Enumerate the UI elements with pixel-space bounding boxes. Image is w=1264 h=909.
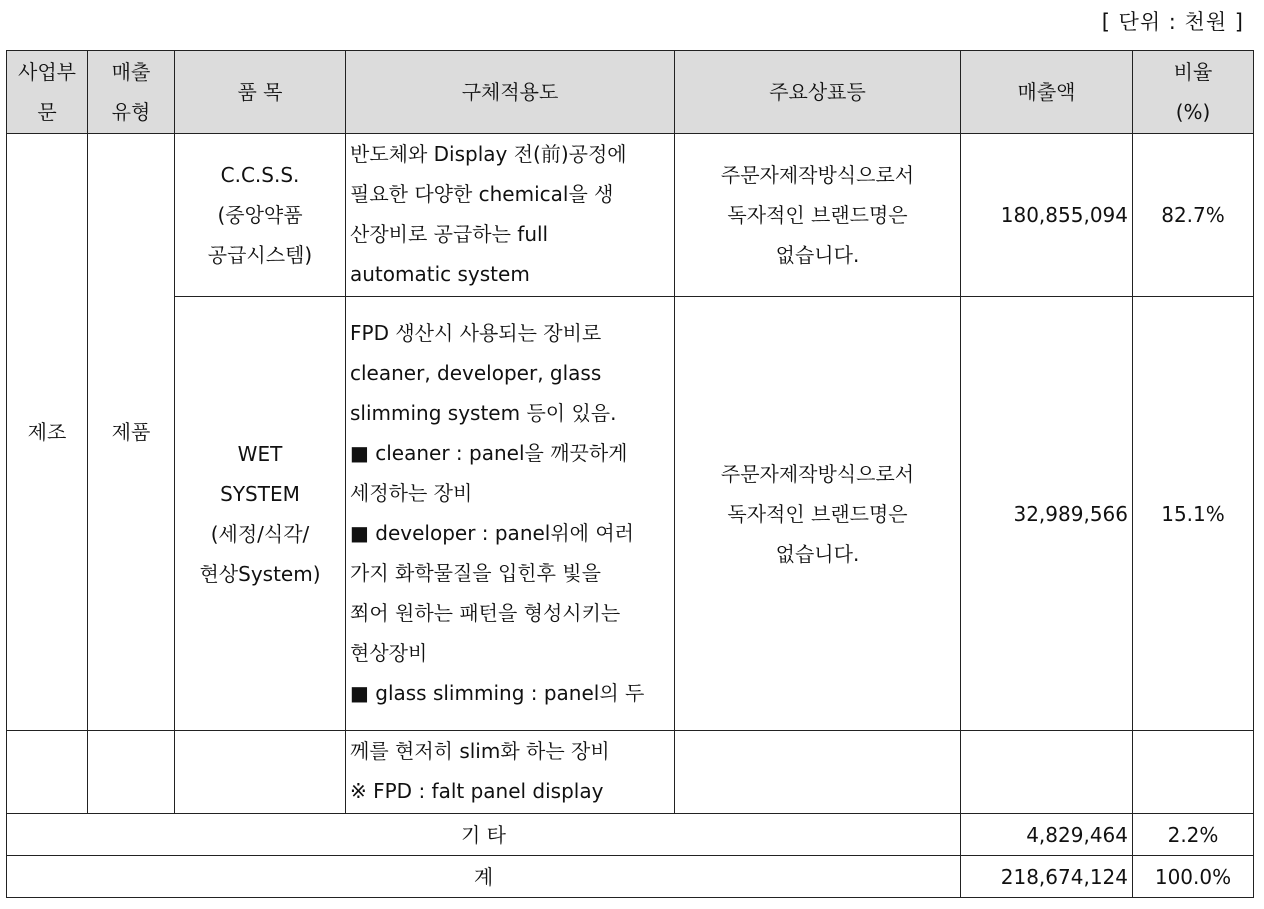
total-ratio: 100.0% xyxy=(1133,856,1254,898)
table-row-continuation xyxy=(7,731,1254,814)
usage-cell: 반도체와 Display 전(前)공정에 필요한 다양한 chemical을 생 산장비로 공급하는 full automatic system xyxy=(346,134,675,297)
header-sales: 매출액 xyxy=(961,51,1133,134)
total-sales: 218,674,124 xyxy=(961,856,1133,898)
header-usage: 구체적용도 xyxy=(346,51,675,134)
other-label: 기 타 xyxy=(7,814,961,856)
table-row-other xyxy=(7,814,1254,856)
other-sales: 4,829,464 xyxy=(961,814,1133,856)
unit-label: [ 단위 : 천원 ] xyxy=(1101,10,1244,34)
ratio-cell: 82.7% xyxy=(1133,134,1254,297)
item-cell: C.C.S.S. (중앙약품 공급시스템) xyxy=(175,134,346,297)
empty-cell xyxy=(675,731,961,814)
empty-cell xyxy=(961,731,1133,814)
sales-table xyxy=(6,50,1254,898)
header-ratio: 비율 (%) xyxy=(1133,51,1254,134)
empty-cell xyxy=(7,731,88,814)
usage-continuation-cell: 께를 현저히 slim화 하는 장비 ※ FPD : falt panel display xyxy=(346,731,675,814)
table-row-total xyxy=(7,856,1254,898)
brand-cell: 주문자제작방식으로서 독자적인 브랜드명은 없습니다. xyxy=(675,297,961,731)
empty-cell xyxy=(88,731,175,814)
header-row xyxy=(7,51,1254,134)
item-cell: WET SYSTEM (세정/식각/ 현상System) xyxy=(175,297,346,731)
usage-cell: FPD 생산시 사용되는 장비로 cleaner, developer, glass slimming system 등이 있음. ■ cleaner : panel을 깨끗하게 세정하는 장비 ■ developer : panel위에 여러 가지 화학물질을 입힌후 빛을 쬐어 원하는 패턴을 형성시키는 현상장비 ■ glass slimming : panel의 두 xyxy=(346,297,675,731)
sales-cell: 32,989,566 xyxy=(961,297,1133,731)
header-segment: 사업부 문 xyxy=(7,51,88,134)
other-ratio: 2.2% xyxy=(1133,814,1254,856)
ratio-cell: 15.1% xyxy=(1133,297,1254,731)
sales-cell: 180,855,094 xyxy=(961,134,1133,297)
segment-cell: 제조 xyxy=(7,134,88,731)
header-item: 품 목 xyxy=(175,51,346,134)
sales-type-cell: 제품 xyxy=(88,134,175,731)
total-label: 계 xyxy=(7,856,961,898)
header-sales-type: 매출 유형 xyxy=(88,51,175,134)
table-row-ccss xyxy=(7,134,1254,297)
empty-cell xyxy=(175,731,346,814)
table-row-wet xyxy=(7,297,1254,731)
empty-cell xyxy=(1133,731,1254,814)
header-brand: 주요상표등 xyxy=(675,51,961,134)
brand-cell: 주문자제작방식으로서 독자적인 브랜드명은 없습니다. xyxy=(675,134,961,297)
